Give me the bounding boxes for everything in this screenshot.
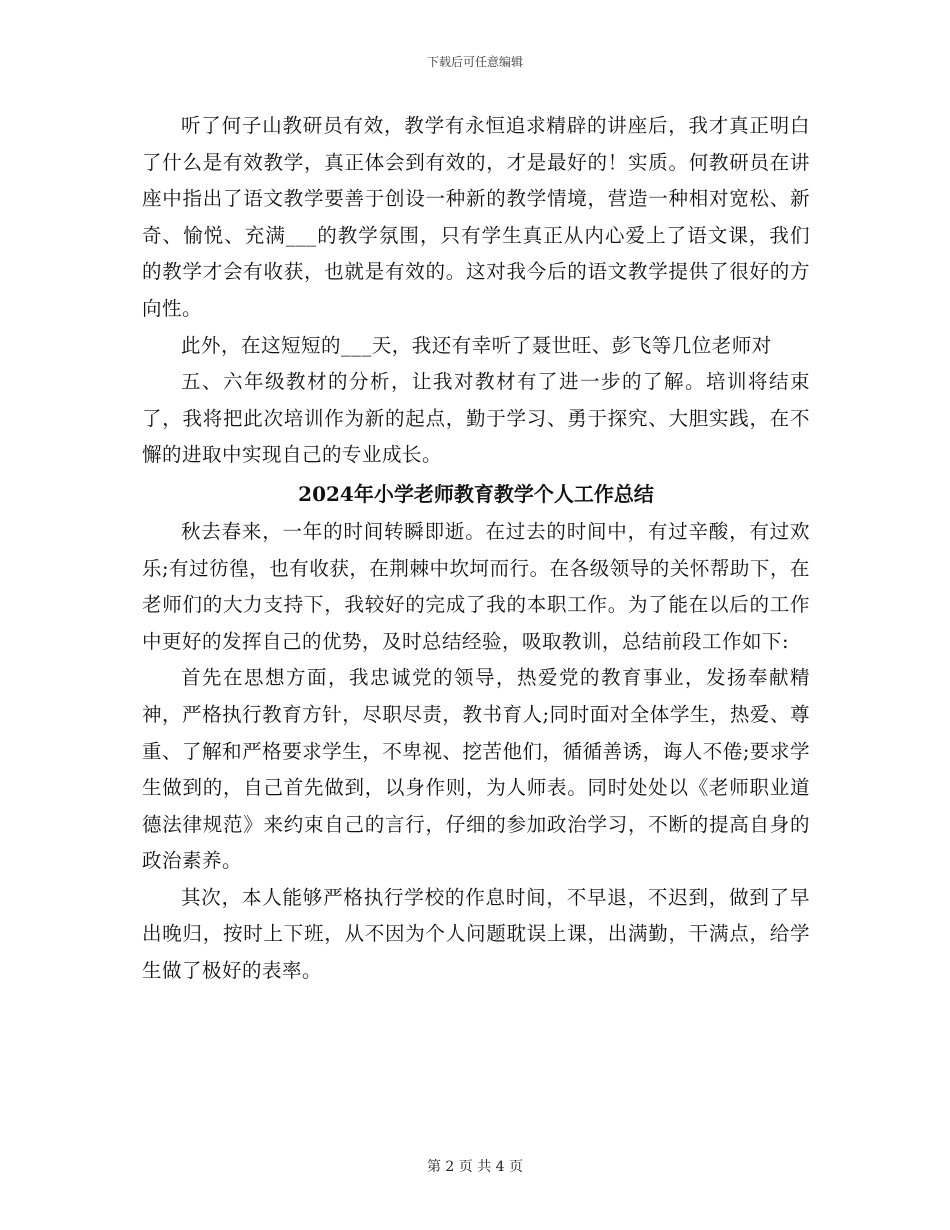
document-title: 2024年小学老师教育教学个人工作总结 (298, 481, 654, 506)
header-note: 下载后可任意编辑 (426, 55, 523, 69)
paragraph-other-teachers: 此外，在这短短的___天，我还有幸听了聂世旺、彭飞等几位老师对 (181, 333, 772, 357)
paragraph-textbook-analysis: 五、六年级教材的分析，让我对教材有了进一步的了解。培训将结束了，我将把此次培训作为新的起点，勤于学习、勇于探究、大胆实践，在不懈的进取中实现自己的专业成长。 (142, 370, 810, 467)
page-number: 第 2 页 共 4 页 (426, 1159, 524, 1175)
paragraph-lecture-reflection: 听了何子山教研员有效，教学有永恒追求精辟的讲座后，我才真正明白了什么是有效教学，真正体会到有效的，才是最好的！实质。何教研员在讲座中指出了语文教学要善于创设一种新的教学情境，营造一种相对宽松、新奇、愉悦、充满___的教学氛围，只有学生真正从内心爱上了语文课，我们的教学才会有收获，也就是有效的。这对我今后的语文教学提供了很好的方向性。 (142, 114, 810, 320)
paragraph-ideology: 首先在思想方面，我忠诚党的领导，热爱党的教育事业，发扬奉献精神，严格执行教育方针，尽职尽责，教书育人;同时面对全体学生，热爱、尊重、了解和严格要求学生，不卑视、挖苦他们，循循善诱，诲人不倦;要求学生做到的，自己首先做到，以身作则，为人师表。同时处处以《老师职业道德法律规范》来约束自己的言行，仔细的参加政治学习，不断的提高自身的政治素养。 (142, 666, 810, 873)
paragraph-attendance: 其次，本人能够严格执行学校的作息时间，不早退，不迟到，做到了早出晚归，按时上下班，从不因为个人问题耽误上课，出满勤，干满点，给学生做了极好的表率。 (142, 885, 810, 983)
paragraph-intro: 秋去春来，一年的时间转瞬即逝。在过去的时间中，有过辛酸，有过欢乐;有过彷徨，也有收获，在荆棘中坎坷而行。在各级领导的关怀帮助下，在老师们的大力支持下，我较好的完成了我的本职工作。为了能在以后的工作中更好的发挥自己的优势，及时总结经验，吸取教训，总结前段工作如下: (142, 519, 810, 653)
document-body (142, 108, 810, 990)
